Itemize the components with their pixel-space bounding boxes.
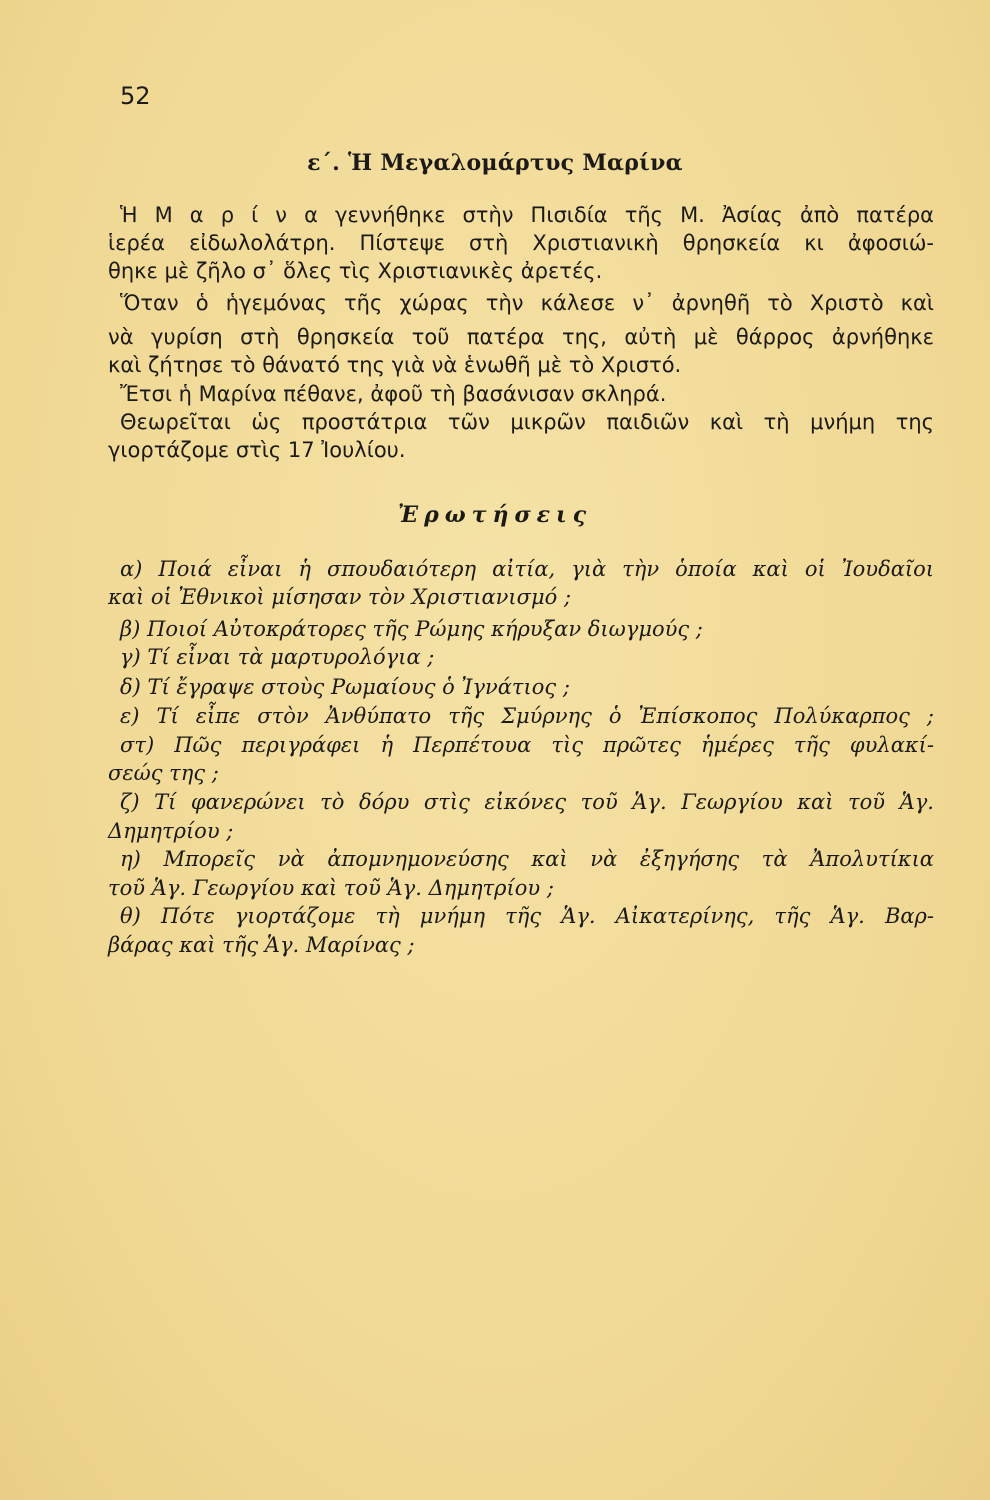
question-line: γ) Τί εἶναι τὰ μαρτυρολόγια ; [120, 645, 435, 669]
questions-heading: Ἐρωτήσεις [397, 502, 593, 528]
question-line: στ) Πῶς περιγράφει ἡ Περπέτουα τὶς πρῶτες ἡμέρες τῆς φυλακί- [120, 733, 934, 757]
question-line: β) Ποιοί Αὐτοκράτορες τῆς Ρώμης κήρυξαν διωγμούς ; [120, 617, 703, 641]
body-line: νὰ γυρίση στὴ θρησκεία τοῦ πατέρα της, αὐτὴ μὲ θάρρος ἀρνήθηκε [108, 325, 934, 349]
body-line: ἱερέα εἰδωλολάτρη. Πίστεψε στὴ Χριστιανικὴ θρησκεία κι ἀφοσιώ- [108, 231, 934, 255]
question-line: α) Ποιά εἶναι ἡ σπουδαιότερη αἰτία, γιὰ τὴν ὁποία καὶ οἱ Ἰουδαῖοι [120, 557, 934, 581]
question-line: καὶ οἱ Ἐθνικοὶ μίσησαν τὸν Χριστιανισμό ; [108, 585, 572, 609]
body-line: θηκε μὲ ζῆλο σ᾽ ὅλες τὶς Χριστιανικὲς ἀρετές. [108, 259, 603, 283]
question-line: Δημητρίου ; [108, 819, 234, 843]
question-line: η) Μπορεῖς νὰ ἀπομνημονεύσης καὶ νὰ ἐξηγήσης τὰ Ἀπολυτίκια [120, 847, 934, 871]
question-line: δ) Τί ἔγραψε στοὺς Ρωμαίους ὁ Ἰγνάτιος ; [120, 675, 570, 699]
body-line: γιορτάζομε στὶς 17 Ἰουλίου. [108, 438, 406, 462]
question-line: ζ) Τί φανερώνει τὸ δόρυ στὶς εἰκόνες τοῦ Ἁγ. Γεωργίου καὶ τοῦ Ἁγ. [120, 790, 934, 814]
chapter-title: ε΄. Ἡ Μεγαλομάρτυς Μαρίνα [307, 150, 683, 176]
body-line: Ἔτσι ἡ Μαρίνα πέθανε, ἀφοῦ τὴ βασάνισαν σκληρά. [120, 382, 667, 406]
question-line: βάρας καὶ τῆς Ἁγ. Μαρίνας ; [108, 933, 415, 957]
body-line: Ὅταν ὁ ἡγεμόνας τῆς χώρας τὴν κάλεσε ν᾽ ἀρνηθῆ τὸ Χριστὸ καὶ [120, 291, 934, 315]
page-number: 52 [120, 82, 151, 110]
question-line: ε) Τί εἶπε στὸν Ἀνθύπατο τῆς Σμύρνης ὁ Ἐπίσκοπος Πολύκαρπος ; [120, 704, 934, 728]
body-line: καὶ ζήτησε τὸ θάνατό της γιὰ νὰ ἑνωθῆ μὲ τὸ Χριστό. [108, 353, 682, 377]
body-line: Θεωρεῖται ὡς προστάτρια τῶν μικρῶν παιδιῶν καὶ τὴ μνήμη της [120, 410, 934, 434]
question-line: θ) Πότε γιορτάζομε τὴ μνήμη τῆς Ἁγ. Αἰκατερίνης, τῆς Ἁγ. Βαρ- [120, 904, 934, 928]
body-line: Ἡ Μ α ρ ί ν α γεννήθηκε στὴν Πισιδία τῆς Μ. Ἀσίας ἀπὸ πατέρα [120, 203, 934, 227]
question-line: τοῦ Ἁγ. Γεωργίου καὶ τοῦ Ἁγ. Δημητρίου ; [108, 876, 554, 900]
question-line: σεώς της ; [108, 761, 219, 785]
